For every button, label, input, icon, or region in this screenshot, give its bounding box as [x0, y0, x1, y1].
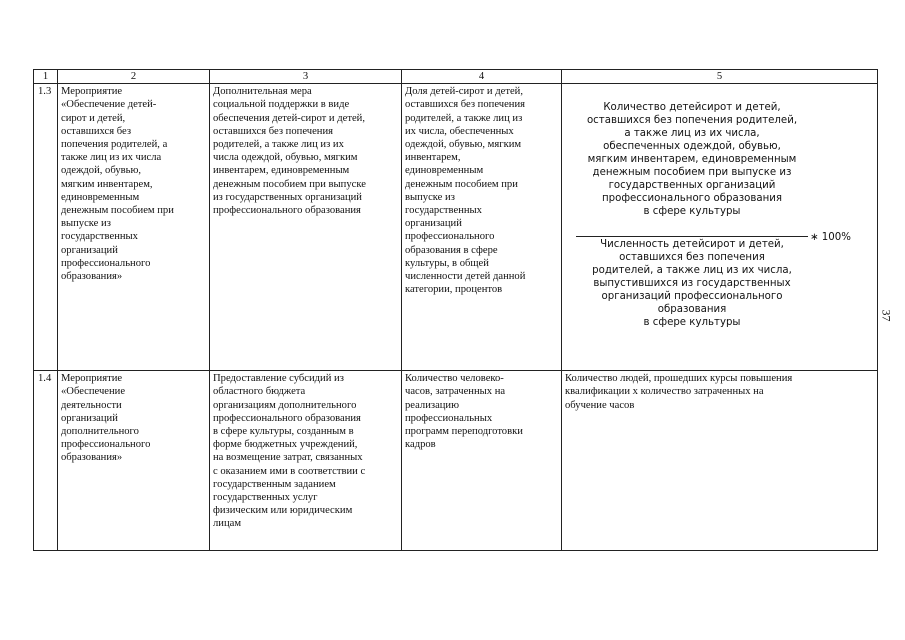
column-header: 1	[34, 70, 58, 84]
column-header: 3	[210, 70, 402, 84]
fraction-bar	[576, 236, 808, 237]
measure-cell: Мероприятие «Обеспечение деятельности организаций дополнительного профессионального образования»	[58, 371, 210, 551]
fraction-formula	[565, 85, 874, 343]
support-cell: Предоставление субсидий из областного бюджета организациям дополнительного профессионального образования в сфере культуры, созданным в форме бюджетных учреждений, на возмещение затрат, связанных с оказанием ими в соответствии с государственным заданием государственных услуг физическим или юридическим лицам	[210, 371, 402, 551]
table-row	[34, 371, 878, 551]
support-cell: Дополнительная мера социальной поддержки в виде обеспечения детей-сирот и детей, оставшихся без попечения родителей, а также лиц из их числа одеждой, обувью, мягким инвентарем, единовременным денежным пособием при выпуске из государственных организаций профессионального образования	[210, 84, 402, 371]
formula-cell	[562, 84, 878, 371]
row-number: 1.4	[34, 371, 58, 551]
page-number: 37	[879, 309, 894, 322]
measure-cell: Мероприятие «Обеспечение детей- сирот и детей, оставшихся без попечения родителей, а также лиц из их числа одеждой, обувью, мягким инвентарем, единовременным денежным пособием при выпуске из государственных организаций профессионального образования»	[58, 84, 210, 371]
formula-denominator: Численность детейсирот и детей, оставшихся без попечения родителей, а также лиц из их числа, выпустившихся из государственных организаций профессионального образования в сфере культуры	[592, 239, 792, 329]
column-header: 5	[562, 70, 878, 84]
formula-multiplier: ∗ 100%	[810, 232, 851, 244]
formula-numerator: Количество детейсирот и детей, оставшихся без попечения родителей, а также лиц из их числа, обеспеченных одеждой, обувью, мягким инвентарем, единовременным денежным пособием при выпуске из государственных организаций профессионального образования в сфере культуры	[586, 102, 798, 218]
indicators-table	[33, 69, 878, 551]
table-header-row	[34, 70, 878, 84]
column-header: 2	[58, 70, 210, 84]
formula-cell: Количество людей, прошедших курсы повышения квалификации х количество затраченных на обучение часов	[562, 371, 878, 551]
table-row	[34, 84, 878, 371]
row-number: 1.3	[34, 84, 58, 371]
column-header: 4	[402, 70, 562, 84]
indicator-cell: Количество человеко- часов, затраченных на реализацию профессиональных программ переподготовки кадров	[402, 371, 562, 551]
indicator-cell: Доля детей-сирот и детей, оставшихся без попечения родителей, а также лиц из их числа, обеспеченных одеждой, обувью, мягким инвентарем, единовременным денежным пособием при выпуске из государственных организаций профессионального образования в сфере культуры, в общей численности детей данной категории, процентов	[402, 84, 562, 371]
